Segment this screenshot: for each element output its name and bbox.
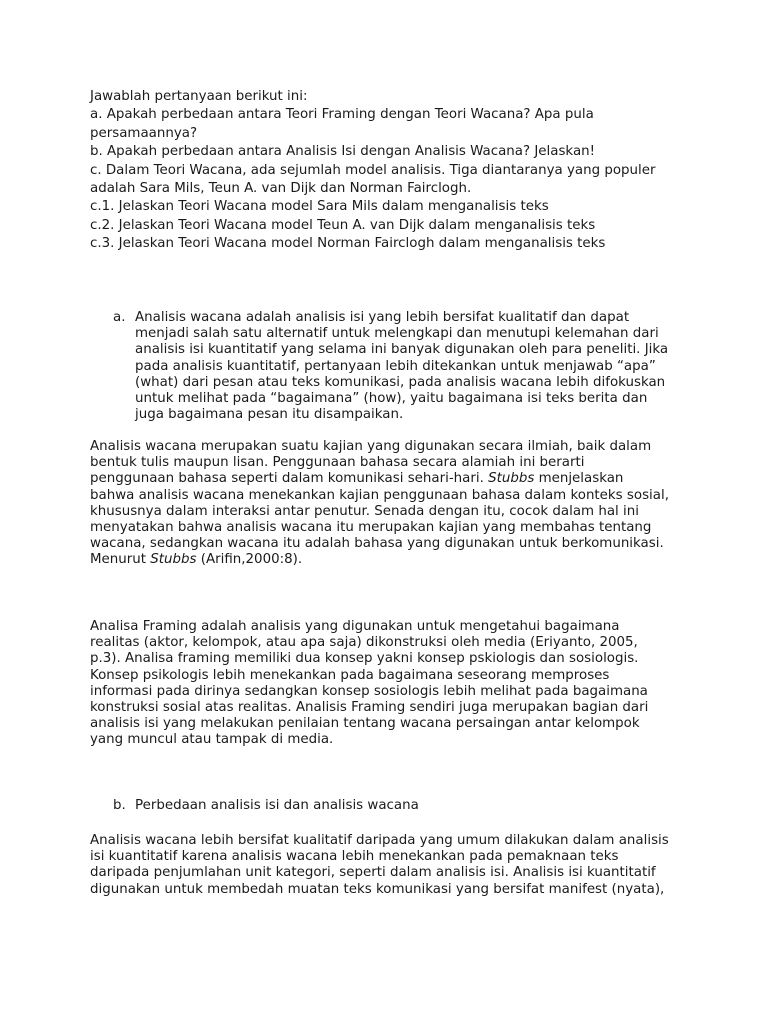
text-run: menjelaskan: [534, 471, 624, 487]
paragraph-line: isi kuantitatif karena analisis wacana lebih menekankan pada pemaknaan teks: [90, 849, 619, 865]
answer-a-line: pada analisis kuantitatif, pertanyaan lebih ditekankan untuk menjawab “apa”: [135, 358, 656, 374]
paragraph-line: bentuk tulis maupun lisan. Penggunaan bahasa secara alamiah ini berarti: [90, 455, 585, 471]
paragraph-perbedaan: [90, 833, 690, 898]
paragraph-line: bahwa analisis wacana menekankan kajian penggunaan bahasa dalam konteks sosial,: [90, 487, 669, 503]
paragraph-line: [90, 471, 690, 487]
paragraph-line: digunakan untuk membedah muatan teks komunikasi yang bersifat manifest (nyata),: [90, 881, 665, 897]
paragraph-line: p.3). Analisa framing memiliki dua konsep yakni konsep pskiologis dan sosiologis.: [90, 651, 639, 667]
paragraph-analisis-wacana: [90, 439, 690, 569]
answer-a-body: [135, 310, 695, 423]
answer-a-line: menjadi salah satu alternatif untuk melengkapi dan menutupi kelemahan dari: [135, 326, 659, 342]
paragraph-analisa-framing: [90, 619, 690, 749]
paragraph-line: informasi pada dirinya sedangkan konsep sosiologis lebih melihat pada bagaimana: [90, 683, 648, 699]
paragraph-line: daripada penjumlahan unit kategori, seperti dalam analisis isi. Analisis isi kuantitatif: [90, 865, 656, 881]
paragraph-line: Analisis wacana lebih bersifat kualitatif daripada yang umum dilakukan dalam analisis: [90, 833, 669, 848]
paragraph-line: menyatakan bahwa analisis wacana itu merupakan kajian yang membahas tentang: [90, 520, 652, 536]
author-name-italic: Stubbs: [150, 552, 197, 568]
question-b: b. Apakah perbedaan antara Analisis Isi dengan Analisis Wacana? Jelaskan!: [90, 144, 596, 160]
answer-a-line: untuk melihat pada “bagaimana” (how), yaitu bagaimana isi teks berita dan: [135, 391, 648, 407]
question-c-line: adalah Sara Mils, Teun A. van Dijk dan Norman Fairclogh.: [90, 181, 472, 197]
paragraph-line: wacana, sedangkan wacana itu adalah bahasa yang digunakan untuk berkomunikasi.: [90, 536, 664, 552]
question-a-line: persamaannya?: [90, 125, 198, 141]
paragraph-line: [90, 552, 690, 568]
question-c-line: c. Dalam Teori Wacana, ada sejumlah model analisis. Tiga diantaranya yang populer: [90, 162, 656, 178]
answer-a-line: Analisis wacana adalah analisis isi yang lebih bersifat kualitatif dan dapat: [135, 310, 630, 325]
author-name-italic: Stubbs: [488, 471, 535, 487]
paragraph-line: konstruksi sosial atas realitas. Analisis Framing sendiri juga merupakan bagian dari: [90, 700, 649, 716]
question-c1: c.1. Jelaskan Teori Wacana model Sara Mils dalam menganalisis teks: [90, 199, 549, 215]
answer-b-heading: Perbedaan analisis isi dan analisis wacana: [135, 798, 419, 813]
paragraph-line: Konsep psikologis lebih menekankan pada bagaimana seseorang memproses: [90, 667, 610, 683]
question-c2: c.2. Jelaskan Teori Wacana model Teun A. van Dijk dalam menganalisis teks: [90, 217, 596, 233]
question-c3: c.3. Jelaskan Teori Wacana model Norman Fairclogh dalam menganalisis teks: [90, 236, 606, 252]
text-run: (Arifin,2000:8).: [196, 552, 303, 568]
answer-a-line: (what) dari pesan atau teks komunikasi, pada analisis wacana lebih difokuskan: [135, 374, 666, 390]
text-run: penggunaan bahasa seperti dalam komunikasi sehari-hari.: [90, 471, 489, 487]
answer-a-line: analisis isi kuantitatif yang selama ini banyak digunakan oleh para peneliti. Jika: [135, 342, 669, 358]
list-marker-b: b.: [113, 798, 126, 813]
paragraph-line: yang muncul atau tampak di media.: [90, 732, 334, 748]
paragraph-line: analisis isi yang melakukan penilaian tentang wacana persaingan antar kelompok: [90, 716, 640, 732]
paragraph-line: realitas (aktor, kelompok, atau apa saja) dikonstruksi oleh media (Eriyanto, 2005,: [90, 635, 638, 651]
question-a-line: a. Apakah perbedaan antara Teori Framing dengan Teori Wacana? Apa pula: [90, 107, 594, 123]
questions-section: [90, 88, 690, 254]
answer-a-line: juga bagaimana pesan itu disampaikan.: [135, 407, 404, 423]
paragraph-line: khususnya dalam interaksi antar penutur. Senada dengan itu, cocok dalam hal ini: [90, 503, 639, 519]
questions-intro: Jawablah pertanyaan berikut ini:: [90, 89, 308, 104]
list-marker-a: a.: [113, 310, 126, 325]
paragraph-line: Analisis wacana merupakan suatu kajian yang digunakan secara ilmiah, baik dalam: [90, 439, 652, 454]
answer-b-body: [135, 797, 695, 815]
text-run: Menurut: [90, 552, 151, 568]
paragraph-line: Analisa Framing adalah analisis yang digunakan untuk mengetahui bagaimana: [90, 619, 620, 634]
